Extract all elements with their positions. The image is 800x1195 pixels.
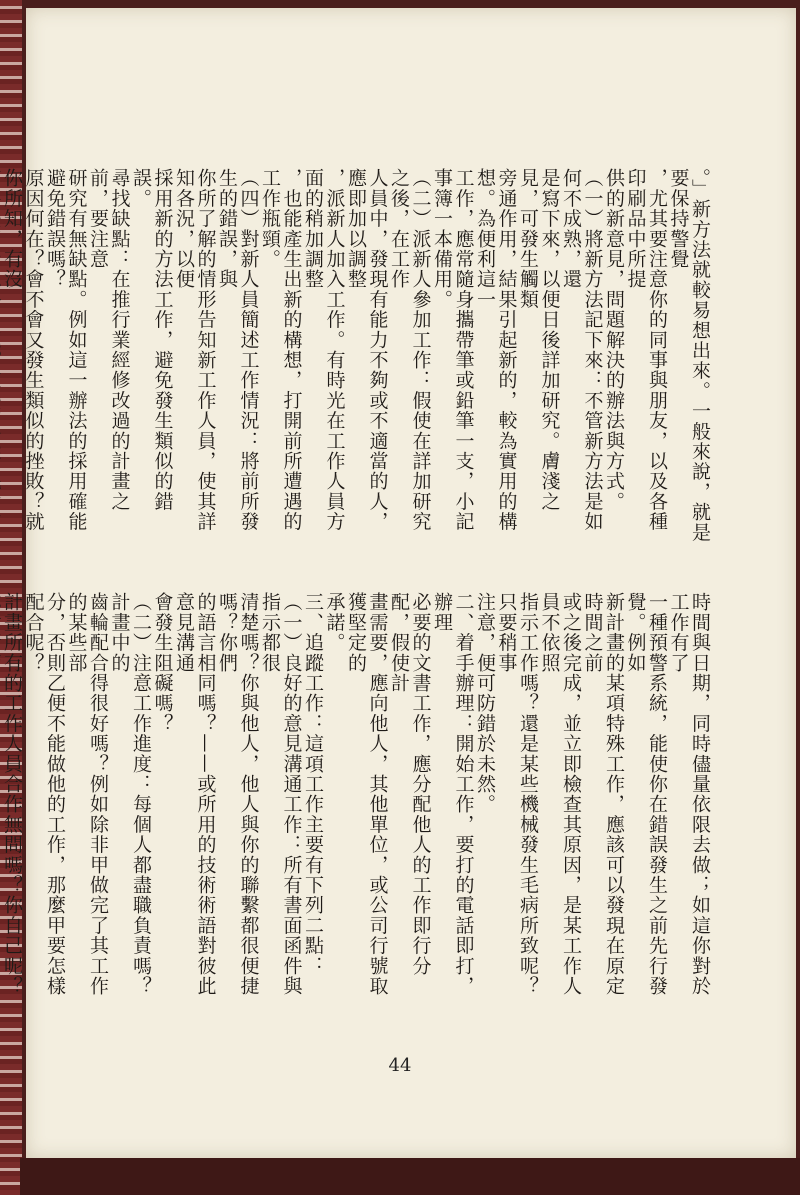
text-line: 尋找缺點：在推行業經修改過的計畫之前，要注意 <box>87 168 131 512</box>
text-line: 原因何在？會不會又發生類似的挫敗？就你所知，有沒 <box>1 168 45 532</box>
text-line: （一）良好的意見溝通工作：所有書面函件與指示都很 <box>259 592 303 996</box>
text-line: 或之後完成，並立即檢查其原因，是某工作人員不依照 <box>538 592 582 996</box>
text-line: 一種預警系統，能使你在錯誤發生之前先行發覺。例如 <box>624 592 668 996</box>
book-bottom-edge <box>20 1158 800 1195</box>
text-line: 三、追蹤工作：這項工作主要有下列二點： <box>302 592 324 976</box>
text-line: 你所了解的情形告知新工作人員，使其詳知各況，以便 <box>173 168 217 532</box>
text-line: 工作，應常隨身攜帶筆或鉛筆一支，小記事簿一本備用。 <box>431 168 475 532</box>
text-line: 二、着手辦理：開始工作，要打的電話即打，辦理 <box>431 592 475 996</box>
text-line: 清楚嗎？你與他人，他人與你的聯繫都很便捷嗎？你們 <box>216 592 260 996</box>
text-line: 研究有無缺點。例如這一辦法的採用確能避免錯誤嗎？ <box>44 168 88 532</box>
text-line: 是寫下來，以便日後詳加研究。膚淺之見，可發生觸類 <box>517 168 561 512</box>
text-line: ，尤其要注意你的同事與朋友，以及各種印刷品中所提 <box>624 168 668 532</box>
text-line: 承諾。 <box>323 592 346 653</box>
text-line: ，派新人加入工作。有時光在工作人員方面的稍加調整 <box>302 168 346 532</box>
text-line: 齒輪配合得很好嗎？例如除非甲做完了其工作的某些部 <box>65 592 109 996</box>
text-line: （四）對新人員簡述工作情況：將前所發生的錯誤，與 <box>216 168 260 532</box>
text-line: （一）將新方法記下來：不管新方法是如何不成熟，還 <box>560 168 604 532</box>
text-line: 人員中，發現有能力不夠或不適當的人，應即加以調整 <box>345 168 389 532</box>
text-line: 旁通作用，結果引起新的，較為實用的構想。為便利這一 <box>474 168 518 532</box>
text-line: 採用新的方法工作，避免發生類似的錯誤。 <box>130 168 174 512</box>
page-number: 44 <box>388 1055 412 1076</box>
text-line: 新計畫的某項特殊工作，應該可以發現在原定時間之前 <box>581 592 625 996</box>
text-line: 供的新意見，問題解決的辦法與方式。 <box>603 168 625 512</box>
upper-text-column <box>1 168 711 548</box>
text-line: 會發生阻礙嗎？ <box>151 592 174 734</box>
text-line: 分，否則乙便不能做他的工作，那麼甲要怎樣配合呢？ <box>22 592 66 996</box>
text-line: （二）派新人參加工作：假使在詳加研究之後，在工作 <box>388 168 432 532</box>
text-line <box>0 168 1 548</box>
text-line: 指示工作嗎？還是某些機械發生毛病所致呢？只要稍事 <box>495 592 539 996</box>
text-line: 注意，便可防錯於未然。 <box>474 592 496 815</box>
text-line: （二）注意工作進度：每個人都盡職負責嗎？計畫中的 <box>108 592 152 996</box>
lower-text-column <box>1 592 711 1012</box>
text-line: 畫需要，應向他人，其他單位，或公司行號取獲堅定的 <box>345 592 389 996</box>
text-line: 計畫所有的工作人員合作無間嗎？你自己呢？ <box>1 592 23 996</box>
text-line: ，也能產生出新的構想，打開前所遭遇的工作瓶頸。 <box>259 168 303 532</box>
text-line: 必要的文書工作，應分配他人的工作即行分配，假使計 <box>388 592 432 976</box>
text-line: 的語言相同嗎？——或所用的技術術語對彼此意見溝通 <box>173 592 217 996</box>
text-line: 時間與日期，同時儘量依限去做；如這你對於工作有了 <box>667 592 711 996</box>
text-line: 。」新方法就較易想出來。一般來說，就是要保持警覺 <box>667 168 711 543</box>
